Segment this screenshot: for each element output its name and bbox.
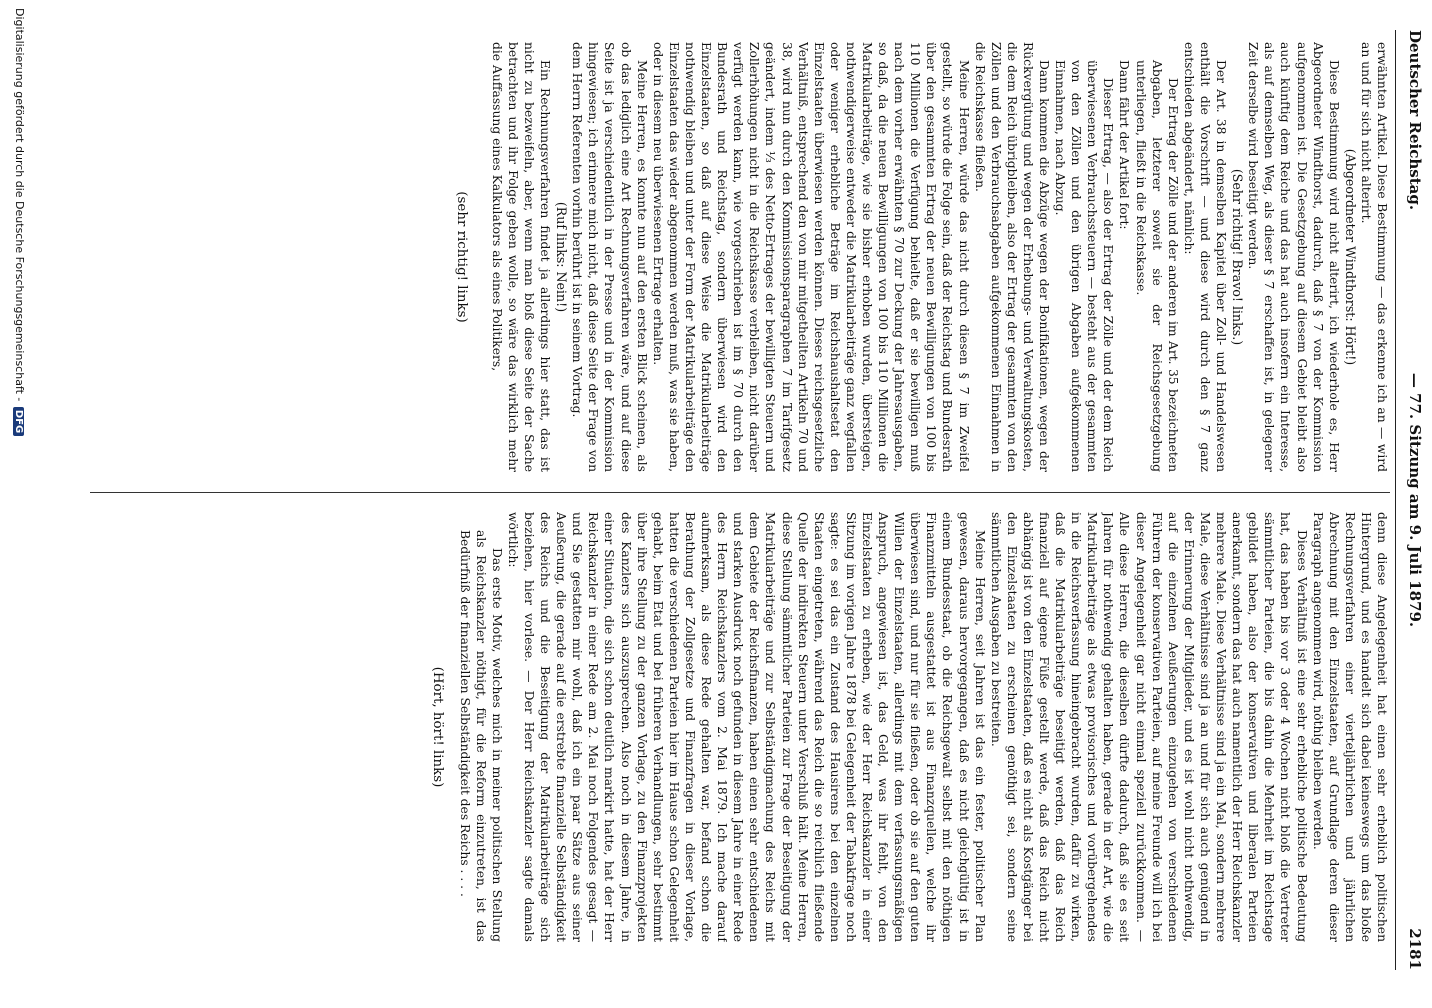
- page-header: [1398, 30, 1424, 970]
- paragraph: Dieses Verhältniß ist eine sehr erhebliche politische Bedeutung hat, das haben bis vor 3 oder 4 Wochen nicht bloß die Vertreter sämmtlicher Parteien, die bis dahin die Mehrheit im Reichstage gebildet haben, also der konservativen und liberalen Parteien anerkannt, sondern das hat auch namentlich der Herr Reichskanzler mehrere Male. Diese Verhältnisse sind ja ein Mal, sondern mehrere Male, diese Verhältnisse sind ja an und für sich auch genügend in der Erinnerung der Mitglieder, und es ist wohl nicht nothwendig, auf die einzelnen Aeußerungen einzugehen von verschiedenen Führern der konservativen Parteien, auf meine Freunde will ich bei dieser Angelegenheit gar nicht einmal speziell zurückkommen. — Alle diese Herren, die dieselben dürfte dadurch, daß sie es seit Jahren für nothwendig gehalten haben, gerade in der Art, wie die Matrikularbeiträge als etwas provisorisches und vorübergehendes in die Reichsverfassung hineingebracht wurden, dafür zu wirken, daß die Matrikularbeiträge beseitigt werden, daß das Reich finanziell auf eigene Füße gestellt werde, daß das Reich nicht abhängig ist von den Einzelstaaten, daß es nicht als Kostgänger bei den Einzelstaaten zu erscheinen genöthigt sei, sondern seine sämmtlichen Ausgaben zu bestreiten.: [988, 512, 1309, 942]
- paragraph: Dieser Ertrag, — also der Ertrag der Zölle und der dem Reich überwiesenen Verbrauchssteuern — besteht aus der gesammten von den Zöllen und den übrigen Abgaben aufgekommenen Einnahmen, nach Abzug.: [1053, 60, 1116, 472]
- paragraph: (Abgeordneter Windthorst: Hört!): [1342, 148, 1358, 366]
- header-title: Deutscher Reichstag.: [1406, 30, 1424, 211]
- paragraph: Meine Herren, seit Jahren ist das ein fester, politischer Plan gewesen, daraus hervorgegangen, daß es nicht gleichgültig ist in einem Bundesstaat, ob die Reichsgewalt selbst mit den nöthigen Finanzmitteln ausgestattet ist aus Finanzquellen, welche ihr überwiesen sind, und nur für sie fließen, oder ob sie auf den guten Willen der Einzelstaaten, allerdings mit dem verfassungsmäßigen Anspruch, angewiesen ist, das Geld, was ihr fehlt, von den Einzelstaaten zu erheben, wie der Herr Reichskanzler in einer Sitzung im vorigen Jahre 1878 bei Gelegenheit der Tabakfrage noch sagte: es sei das ein Zustand des Hausirens bei den einzelnen Staaten eingetreten, während das Reich die so reichlich fließende Quelle der indirekten Steuern unter Verschluß hält. Meine Herren, diese Stellung sämmtlicher Parteien zur Frage der Beseitigung der Matrikularbeiträge und zur Selbständigmachung des Reichs mit dem Gebiete der Reichsfinanzen, haben einen sehr entschiedenen und starken Ausdruck noch gefunden in diesem Jahre in einer Rede des Herrn Reichskanzlers vom 2. Mai 1879. Ich mache darauf aufmerksam, als diese Rede gehalten war, befand schon die Berathung der Zollgesetze und Finanzfragen in dieser Vorlage, hatten die verschiedenen Parteien hier im Hause schon Gelegenheit gehabt, beim Etat und bei früheren Verhandlungen, sehr bestimmt über ihre Stellung zu der ganzen Vorlage, zu den Finanzprojekten des Kanzlers sich auszusprechen. Also noch in diesem Jahre, in einer Situation, die sich schon deutlich markirt hatte, hat der Herr Reichskanzler in einer Rede am 2. Mai noch Folgendes gesagt — und Sie gestatten mir wohl, daß ich ein paar Sätze aus seiner Aeußerung, die gerade auf die erstrebte finanzielle Selbständigkeit des Reichs und die Beseitigung der Matrikularbeiträge sich beziehen, hier vorlese. — Der Herr Reichskanzler sagte damals wörtlich:: [505, 512, 987, 942]
- paragraph: Dann fährt der Artikel fort:: [1117, 60, 1132, 230]
- paragraph: (Sehr richtig! Bravo! links.): [1230, 168, 1246, 346]
- right-column: [90, 512, 1390, 942]
- paragraph: Das erste Motiv, welches mich in meiner politischen Stellung als Reichskanzler nöthigt, für die Reform einzutreten, ist das Bedürfniß der finanziellen Selbständigkeit des Reichs . . . .: [457, 530, 504, 942]
- paragraph: (Ruf links: Nein!): [554, 201, 570, 313]
- paragraph: denn diese Angelegenheit hat einen sehr erheblich politischen Hintergrund, und es handelt sich dabei keineswegs um das bloße Rechnungsverfahren einer vierteljährlichen und jährlichen Abrechnung mit den Einzelstaaten, auf Grundlage deren dieser Paragraph angenommen wird, nöthig bleiben werden.: [1310, 512, 1389, 942]
- page-number: 2181: [1406, 928, 1424, 970]
- header-session: — 77. Sitzung am 9. Juli 1879.: [1406, 372, 1424, 628]
- paragraph: Dann kommen die Abzüge wegen der Bonifikationen, wegen der Rückvergütung und wegen der Erhebungs- und Verwaltungskosten, die dem Reich übrigbleiben, also der Ertrag der gesammten von den Zöllen und den Verbrauchsabgaben aufgekommenen Einnahmen in die Reichskasse fließen.: [972, 42, 1052, 472]
- footer-text: Digitalisierung gefördert durch die Deutsche Forschungsgemeinschaft -: [13, 8, 26, 402]
- paragraph: Der Art. 38 in demselben Kapitel über Zoll- und Handelswesen enthält die Vorschrift — und diese wird durch den § 7 ganz entschieden abgeändert, nämlich:: [1181, 42, 1229, 472]
- footer: [0, 8, 26, 1008]
- paragraph: erwähnten Artikel. Diese Bestimmung — das erkenne ich an — wird an und für sich nicht alterirt.: [1358, 42, 1389, 472]
- paragraph: Ein Rechnungsverfahren findet ja allerdings hier statt, das ist nicht zu bezweifeln, aber, wenn man bloß diese Seite der Sache betrachten und ihr Folge geben wolle, so wäre das wirklich mehr die Auffassung eines Kalkulators als eines Politikers,: [489, 42, 553, 472]
- dfg-logo: DFG: [13, 407, 24, 436]
- paragraph: Meine Herren, es konnte nun auf den ersten Blick scheinen, als ob das lediglich eine Art Rechnungsverfahren wäre, und auf diese Seite ist ja verschiedentlich in der Presse und in der Kommission hingewiesen; ich erinnere mich nicht, daß diese Seite der Frage von dem Herrn Referenten vorhin berührt ist in seinem Vortrag.: [570, 42, 649, 472]
- paragraph: (sehr richtig! links): [453, 191, 469, 323]
- paragraph: Meine Herren, würde das nicht durch diesen § 7 im Zweifel gestellt, so würde die Folge sein, daß der Reichstag und Bundesrath über den gesammten Ertrag der neuen Bewilligungen von 100 bis 110 Millionen die Verfügung behielte, daß er sie bewilligen muß nach dem vorher erwähnten § 70 zur Deckung der Jahresausgaben, so daß, da die neuen Bewilligungen von 100 bis 110 Millionen die Matrikularbeiträge, wie sie bisher erhoben wurden, übersteigen, nothwendigerweise entweder die Matrikularbeiträge ganz wegfallen oder weniger erhebliche Beträge im Reichshaushaltsetat den Einzelstaaten überwiesen werden können. Dieses reichsgesetzliche Verhältniß, entsprechend den von mir mitgetheilten Artikeln 70 und 38, wird nun durch den Kommissionsparagraphen 7 im Tarifgesetz geändert, indem ⅓ des Netto-Ertrages der bewilligten Steuern und Zollerhöhungen nicht in die Reichskasse verbleiben, nicht darüber verfügt werden kann, wie vorgeschrieben ist im § 70 durch den Bundesrath und Reichstag, sondern überwiesen wird den Einzelstaaten, so daß auf diese Weise die Matrikularbeiträge nothwendig bleiben und unter der Form der Matrikularbeiträge den Einzelstaaten das wieder abgenommen werden muß, was sie haben, oder in diesem neu überwiesenen Ertrage erhalten.: [650, 42, 971, 472]
- paragraph: Diese Bestimmung wird nicht alterirt, ich wiederhole es, Herr Abgeordneter Windthorst, dadurch, daß § 7 von der Kommission aufgenommen ist. Die Gesetzgebung auf diesem Gebiet bleibt also auch künftig dem Reiche und das hat auch insofern ein Interesse, als auf demselben Weg, als dieser § 7 erschaffen ist, in gelegener Zeit derselbe wird beseitigt werden.: [1246, 42, 1341, 472]
- column-separator: [90, 492, 1390, 493]
- paragraph: (Hört, hört! links): [429, 666, 445, 788]
- header-rule: [1395, 30, 1396, 970]
- left-column: [90, 42, 1390, 472]
- paragraph: Der Ertrag der Zölle und der anderen im Art. 35 bezeichneten Abgaben, letzterer soweit sie der Reichsgesetzgebung unterliegen, fließt in die Reichskasse.: [1133, 60, 1180, 472]
